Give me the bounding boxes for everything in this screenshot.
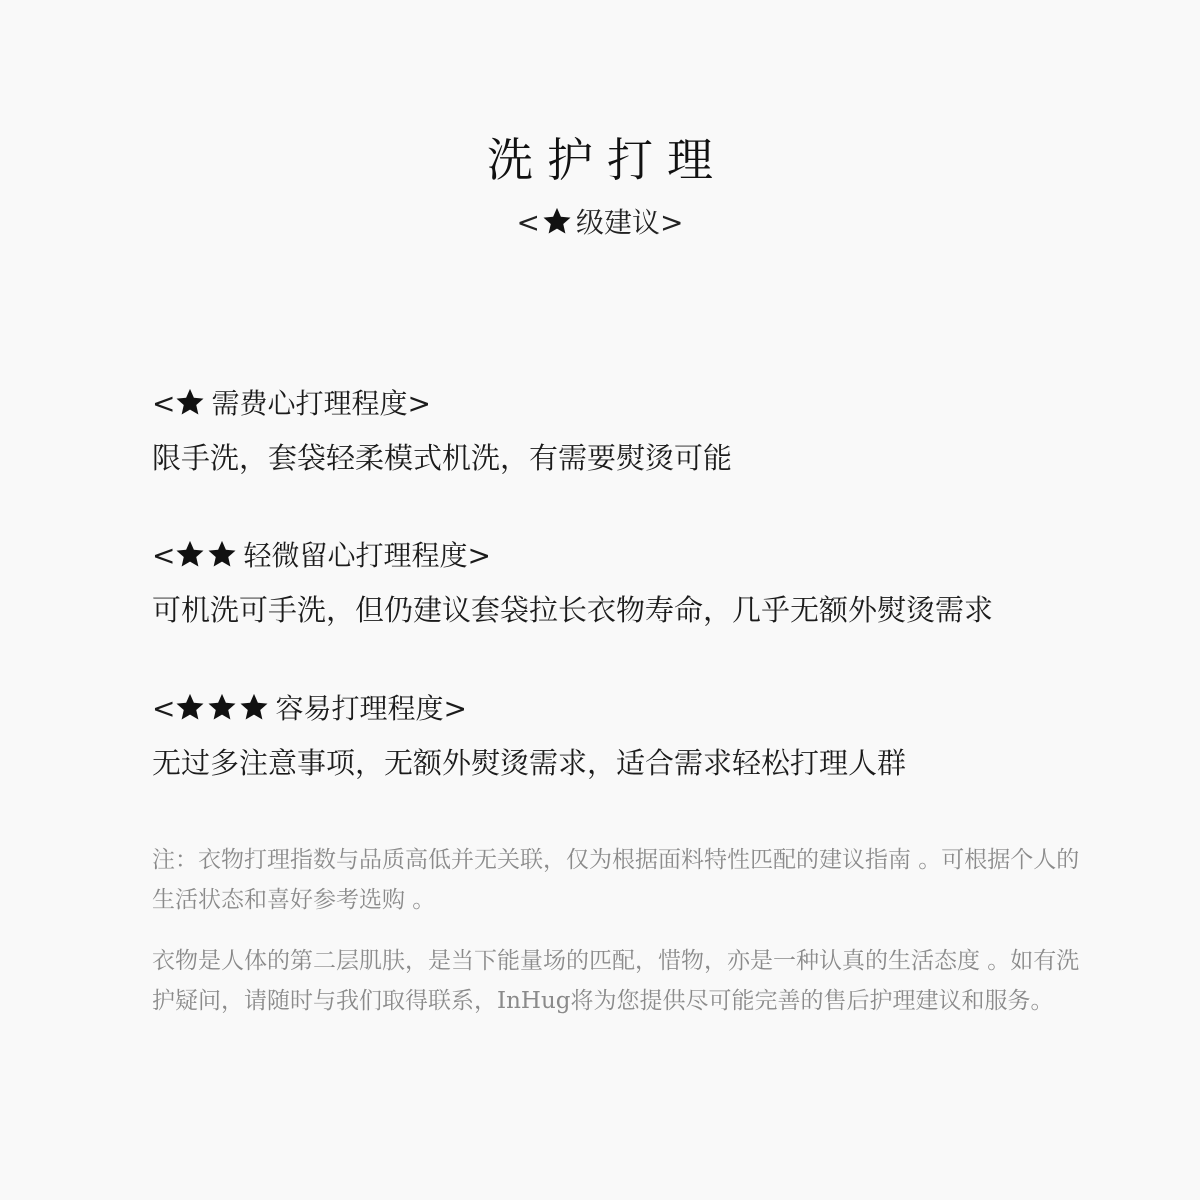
- rating-stars: [175, 539, 239, 572]
- star-icon: [239, 692, 269, 722]
- care-level-section-1: [152, 384, 1112, 478]
- heading-open-bracket: <: [152, 692, 176, 725]
- care-level-heading: [152, 689, 1112, 729]
- subtitle-open-bracket: <: [516, 206, 540, 239]
- care-level-description: 无过多注意事项，无额外熨烫需求，适合需求轻松打理人群: [152, 746, 907, 780]
- care-level-description: 限手洗，套袋轻柔模式机洗，有需要熨烫可能: [152, 441, 733, 475]
- care-level-description: 可机洗可手洗，但仍建议套袋拉长衣物寿命，几乎无额外熨烫需求: [152, 593, 994, 627]
- care-level-section-3: [152, 689, 1112, 783]
- star-icon: [207, 692, 237, 722]
- page-subtitle: [0, 203, 1200, 243]
- rating-stars: [175, 692, 271, 725]
- heading-open-bracket: <: [152, 539, 176, 572]
- star-icon: [175, 387, 205, 417]
- star-icon: [175, 692, 205, 722]
- rating-stars: [175, 387, 207, 420]
- page-title: 洗护打理: [487, 133, 727, 187]
- care-level-heading: [152, 536, 1112, 576]
- star-icon: [207, 539, 237, 569]
- brand-statement: 衣物是人体的第二层肌肤，是当下能量场的匹配，惜物，亦是一种认真的生活态度 。如有洗护疑问，请随时与我们取得联系，InHug将为您提供尽可能完善的售后护理建议和服务。: [152, 948, 1080, 1014]
- care-note: 注：衣物打理指数与品质高低并无关联，仅为根据面料特性匹配的建议指南 。可根据个人的生活状态和喜好参考选购 。: [152, 847, 1080, 913]
- star-icon: [542, 206, 572, 236]
- heading-label: 容易打理程度>: [275, 692, 467, 725]
- care-level-section-2: [152, 536, 1112, 630]
- heading-open-bracket: <: [152, 387, 176, 420]
- subtitle-label: 级建议>: [576, 206, 684, 239]
- heading-label: 轻微留心打理程度>: [243, 539, 491, 572]
- care-level-heading: [152, 384, 1112, 424]
- heading-label: 需费心打理程度>: [211, 387, 431, 420]
- star-icon: [175, 539, 205, 569]
